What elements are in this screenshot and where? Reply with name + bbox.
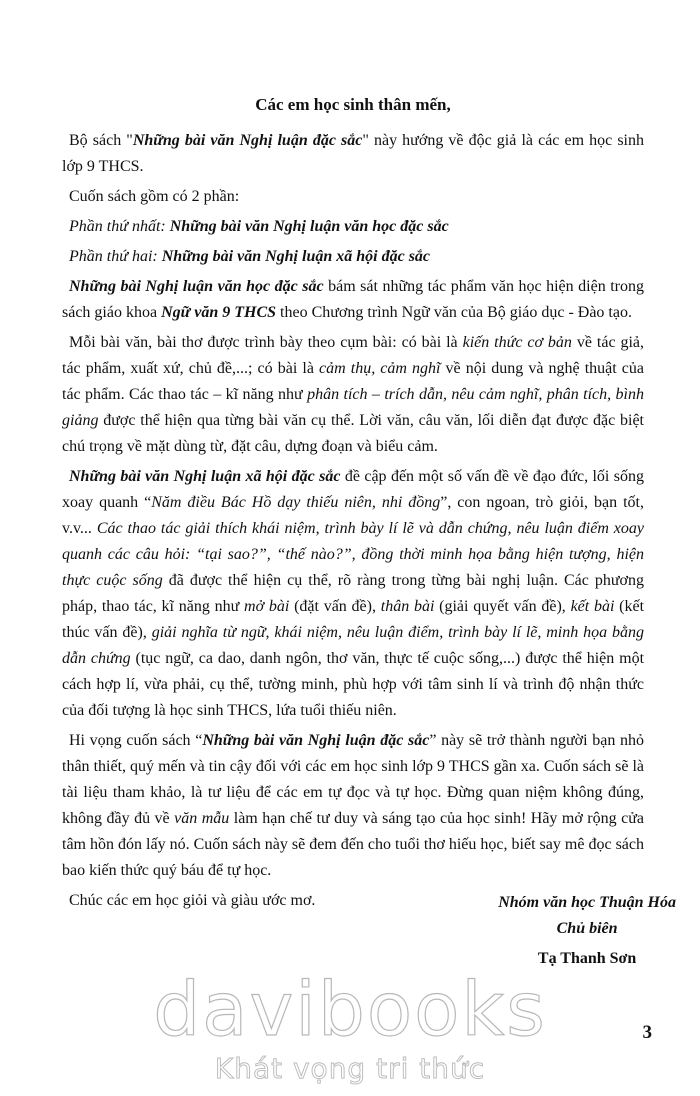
- literature-paragraph: Những bài Nghị luận văn học đặc sắc bám sát những tác phẩm văn học hiện diện trong sách giáo khoa Ngữ văn 9 THCS theo Chương trình Ngữ văn của Bộ giáo dục - Đào tạo.: [62, 278, 645, 321]
- watermark-logo: davibooks: [153, 967, 547, 1053]
- signature-block: [498, 890, 676, 972]
- part-one: Phần thứ nhất: Những bài văn Nghị luận văn học đặc sắc: [69, 218, 449, 235]
- social-paragraph: Những bài văn Nghị luận xã hội đặc sắc đề cập đến một số vấn đề về đạo đức, lối sống xoay quanh “Năm điều Bác Hồ dạy thiếu niên, nhi đồng”, con ngoan, trò giỏi, bạn tốt, v.v... Các thao tác giải thích khái niệm, trình bày lí lẽ và dẫn chứng, nêu luận điểm xoay quanh các câu hỏi: “tại sao?”, “thế nào?”, đồng thời minh họa bằng hiện tượng, hiện thực cuộc sống đã được thể hiện cụ thể, rõ ràng trong từng bài nghị luận. Các phương pháp, thao tác, kĩ năng như mở bài (đặt vấn đề), thân bài (giải quyết vấn đề), kết bài (kết thúc vấn đề), giải nghĩa từ ngữ, khái niệm, nêu luận điểm, trình bày lí lẽ, minh họa bằng dẫn chứng (tục ngữ, ca dao, danh ngôn, thơ văn, thực tế cuộc sống,...) được thể hiện một cách hợp lí, vừa phải, cụ thể, tường minh, phù hợp với tâm sinh lí và trình độ nhận thức của đối tượng là học sinh THCS, lứa tuổi thiếu niên.: [62, 468, 645, 719]
- watermark-tagline: Khát vọng tri thức: [214, 1052, 486, 1085]
- editor-name: Tạ Thanh Sơn: [537, 950, 637, 967]
- page-body: [62, 92, 644, 914]
- editor-role: Chủ biên: [556, 920, 618, 937]
- method-paragraph: Mỗi bài văn, bài thơ được trình bày theo cụm bài: có bài là kiến thức cơ bản về tác giả, tác phẩm, xuất xứ, chủ đề,...; có bài là cảm thụ, cảm nghĩ về nội dung và nghệ thuật của tác phẩm. Các thao tác – kĩ năng như phân tích – trích dẫn, nêu cảm nghĩ, phân tích, bình giảng được thể hiện qua từng bài văn cụ thể. Lời văn, câu văn, lối diễn đạt được đặc biệt chú trọng về mặt dùng từ, đặt câu, dựng đoạn và biểu cảm.: [62, 334, 645, 455]
- structure-paragraph: Cuốn sách gồm có 2 phần:: [69, 188, 240, 205]
- book-title: Những bài văn Nghị luận đặc sắc: [132, 132, 363, 149]
- closing-wish: Chúc các em học giỏi và giàu ước mơ.: [69, 892, 316, 909]
- watermark: [0, 967, 700, 1086]
- part-two: Phần thứ hai: Những bài văn Nghị luận xã hội đặc sắc: [69, 248, 431, 265]
- hope-paragraph: Hi vọng cuốn sách “Những bài văn Nghị luận đặc sắc” này sẽ trở thành người bạn nhỏ thân thiết, quý mến và tin cậy đối với các em học sinh lớp 9 THCS gần xa. Cuốn sách sẽ là tài liệu tham khảo, là tư liệu để các em tự đọc và tự học. Đừng quan niệm không đúng, không đầy đủ về văn mẫu làm hạn chế tư duy và sáng tạo của học sinh! Hãy mở rộng cửa tâm hồn đón lấy nó. Cuốn sách này sẽ đem đến cho tuổi thơ hiếu học, biết say mê đọc sách bao kiến thức quý báu để tự học.: [62, 732, 645, 879]
- page-number: 3: [642, 1022, 652, 1043]
- intro-paragraph: Bộ sách "Những bài văn Nghị luận đặc sắc" này hướng về độc giả là các em học sinh lớp 9 THCS.: [62, 132, 645, 175]
- author-group: Nhóm văn học Thuận Hóa: [498, 894, 676, 911]
- greeting: Các em học sinh thân mến,: [255, 95, 451, 114]
